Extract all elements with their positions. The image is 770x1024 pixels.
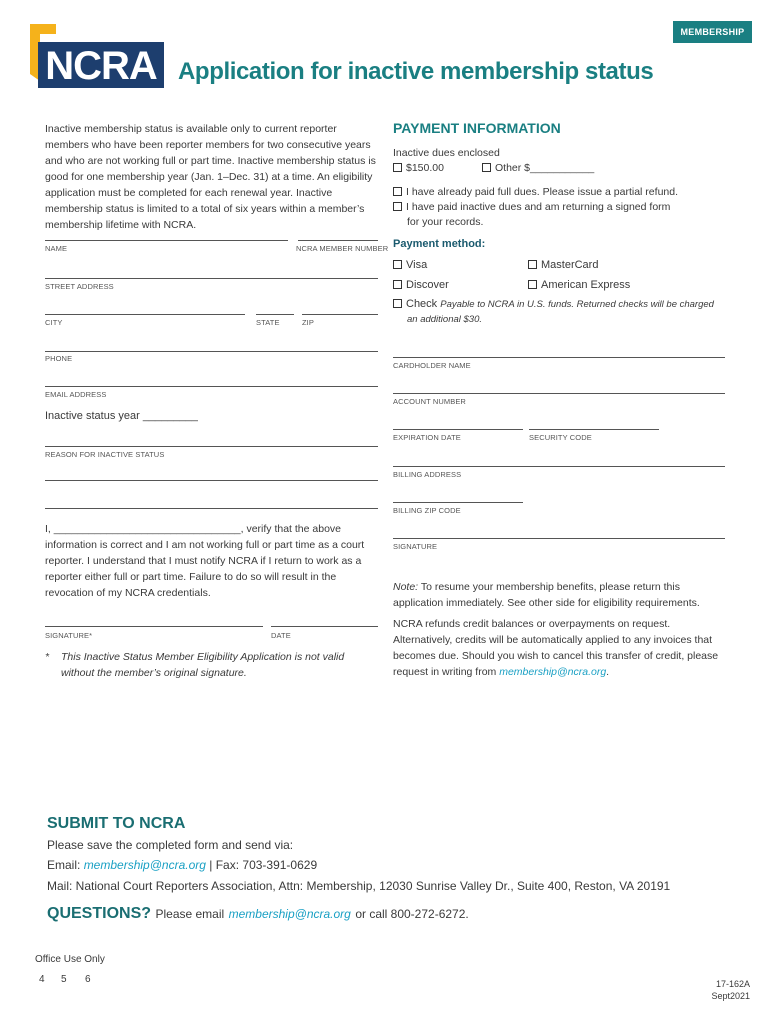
form-date: Sept2021: [711, 991, 750, 1001]
street-field[interactable]: [45, 278, 378, 279]
security-label: SECURITY CODE: [529, 433, 592, 442]
office-use-5: 5: [61, 974, 67, 985]
partial-refund-label: I have already paid full dues. Please issue a partial refund.: [406, 186, 679, 198]
discover-option[interactable]: [393, 277, 449, 293]
refund-text: NCRA refunds credit balances or overpayments on request. Alternatively, credits will be automatically applied to any invoices that becomes due. Should you wish to cancel this transfer of credit, please request in writing from: [393, 618, 719, 678]
submit-email-link[interactable]: membership@ncra.org: [83, 858, 206, 872]
check-note: Payable to NCRA in U.S. funds. Returned checks will be charged: [440, 299, 714, 310]
refund-email-link[interactable]: membership@ncra.org: [499, 666, 607, 678]
questions-line: [47, 905, 469, 923]
signed-form-checkbox[interactable]: [393, 202, 402, 211]
billing-zip-field[interactable]: [393, 502, 523, 503]
footnote-mark: *: [45, 651, 50, 663]
amex-checkbox[interactable]: [528, 280, 537, 289]
submit-heading: SUBMIT TO NCRA: [47, 815, 186, 832]
expiration-label: EXPIRATION DATE: [393, 433, 461, 442]
signed-form-option[interactable]: [393, 199, 670, 215]
amount-checkbox[interactable]: [393, 163, 402, 172]
amount-label: $150.00: [406, 162, 444, 174]
intro-paragraph: Inactive membership status is available only to current reporter members who have been reporter members for two consecutive years and who are not working full or part time. Inactive membership status is good for one membership year (Jan. 1–Dec. 31) at a time. An eligibility application must be completed for each renewal year. Inactive membership status is limited to a total of six years within a member’s membership lifetime with NCRA.: [45, 123, 376, 231]
discover-label: Discover: [406, 279, 449, 291]
street-label: STREET ADDRESS: [45, 282, 114, 291]
billing-address-field[interactable]: [393, 466, 725, 467]
status-year-field[interactable]: Inactive status year _________: [45, 410, 198, 422]
account-field[interactable]: [393, 393, 725, 394]
svg-text:NCRA: NCRA: [45, 44, 157, 88]
office-use-label: Office Use Only: [35, 954, 105, 965]
expiration-field[interactable]: [393, 429, 523, 430]
zip-label: ZIP: [302, 318, 314, 327]
check-label: Check: [406, 298, 438, 310]
state-field[interactable]: [256, 314, 294, 315]
note-text: To resume your membership benefits, please return this application immediately. See other side for eligibility requirements.: [393, 581, 700, 609]
cardholder-label: CARDHOLDER NAME: [393, 361, 471, 370]
city-label: CITY: [45, 318, 63, 327]
billing-address-label: BILLING ADDRESS: [393, 470, 462, 479]
signed-form-label: I have paid inactive dues and am returning a signed form: [406, 201, 671, 213]
refund-end: .: [606, 666, 610, 678]
reason-field[interactable]: [45, 446, 378, 447]
cardholder-field[interactable]: [393, 357, 725, 358]
check-note-2: an additional $30.: [407, 314, 483, 325]
submit-fax: | Fax: 703-391-0629: [209, 858, 318, 872]
discover-checkbox[interactable]: [393, 280, 402, 289]
form-code: 17-162A: [715, 979, 750, 989]
state-label: STATE: [256, 318, 280, 327]
date-field[interactable]: [271, 626, 378, 627]
page-title: Application for inactive membership status: [178, 58, 654, 85]
phone-label: PHONE: [45, 354, 73, 363]
city-field[interactable]: [45, 314, 245, 315]
member-number-label: NCRA MEMBER NUMBER: [296, 244, 389, 253]
office-use-4: 4: [39, 974, 45, 985]
partial-refund-checkbox[interactable]: [393, 187, 402, 196]
payment-method-heading: Payment method:: [393, 238, 486, 250]
reason-line-3[interactable]: [45, 508, 378, 509]
refund-paragraph: [393, 616, 728, 680]
questions-pre: Please email: [155, 907, 225, 921]
email-field[interactable]: [45, 386, 378, 387]
zip-field[interactable]: [302, 314, 378, 315]
other-option[interactable]: [482, 160, 594, 176]
office-use-6: 6: [85, 974, 91, 985]
verify-statement: I, ________________________________, verify that the above information is correct and I am not working full or part time as a court reporter. I understand that I must notify NCRA if I return to work as a reporter either full or part time. Failure to do so will result in the revocation of my NCRA credentials.: [45, 523, 365, 599]
submit-mail: Mail: National Court Reporters Association, Attn: Membership, 12030 Sunrise Valley Dr., Suite 400, Reston, VA 20191: [47, 879, 671, 893]
visa-label: Visa: [406, 259, 428, 271]
partial-refund-option[interactable]: [393, 184, 678, 200]
submit-line: Please save the completed form and send via:: [47, 838, 294, 852]
reason-line-2[interactable]: [45, 480, 378, 481]
payment-heading: PAYMENT INFORMATION: [393, 120, 561, 136]
other-checkbox[interactable]: [482, 163, 491, 172]
date-label: DATE: [271, 631, 291, 640]
billing-zip-label: BILLING ZIP CODE: [393, 506, 461, 515]
questions-heading: QUESTIONS?: [47, 905, 152, 922]
card-signature-label: SIGNATURE: [393, 542, 438, 551]
footnote: This Inactive Status Member Eligibility Application is not valid without the member’s original signature.: [61, 651, 345, 679]
submit-email-label: Email:: [47, 858, 81, 872]
amount-option[interactable]: [393, 160, 444, 176]
visa-option[interactable]: [393, 257, 427, 273]
amex-option[interactable]: [528, 277, 630, 293]
signed-form-label-2: for your records.: [407, 216, 484, 228]
member-number-field[interactable]: [298, 240, 378, 241]
phone-field[interactable]: [45, 351, 378, 352]
visa-checkbox[interactable]: [393, 260, 402, 269]
name-field[interactable]: [45, 240, 288, 241]
mastercard-checkbox[interactable]: [528, 260, 537, 269]
mastercard-option[interactable]: [528, 257, 598, 273]
submit-email-line: [47, 857, 317, 873]
questions-post: or call 800-272-6272.: [355, 907, 469, 921]
note-label: Note:: [393, 581, 419, 593]
email-label: EMAIL ADDRESS: [45, 390, 107, 399]
signature-field[interactable]: [45, 626, 263, 627]
security-field[interactable]: [529, 429, 659, 430]
reason-label: REASON FOR INACTIVE STATUS: [45, 450, 165, 459]
other-label: Other $___________: [495, 162, 595, 174]
membership-badge: MEMBERSHIP: [673, 21, 752, 43]
signature-label: SIGNATURE*: [45, 631, 93, 640]
dues-label: Inactive dues enclosed: [393, 147, 500, 159]
amex-label: American Express: [541, 279, 631, 291]
name-label: NAME: [45, 244, 68, 253]
note-paragraph: [393, 579, 728, 611]
mastercard-label: MasterCard: [541, 259, 599, 271]
ncra-logo: [28, 22, 168, 94]
check-option[interactable]: [393, 296, 714, 313]
card-signature-field[interactable]: [393, 538, 725, 539]
questions-email-link[interactable]: membership@ncra.org: [228, 907, 351, 921]
account-label: ACCOUNT NUMBER: [393, 397, 466, 406]
check-checkbox[interactable]: [393, 299, 402, 308]
